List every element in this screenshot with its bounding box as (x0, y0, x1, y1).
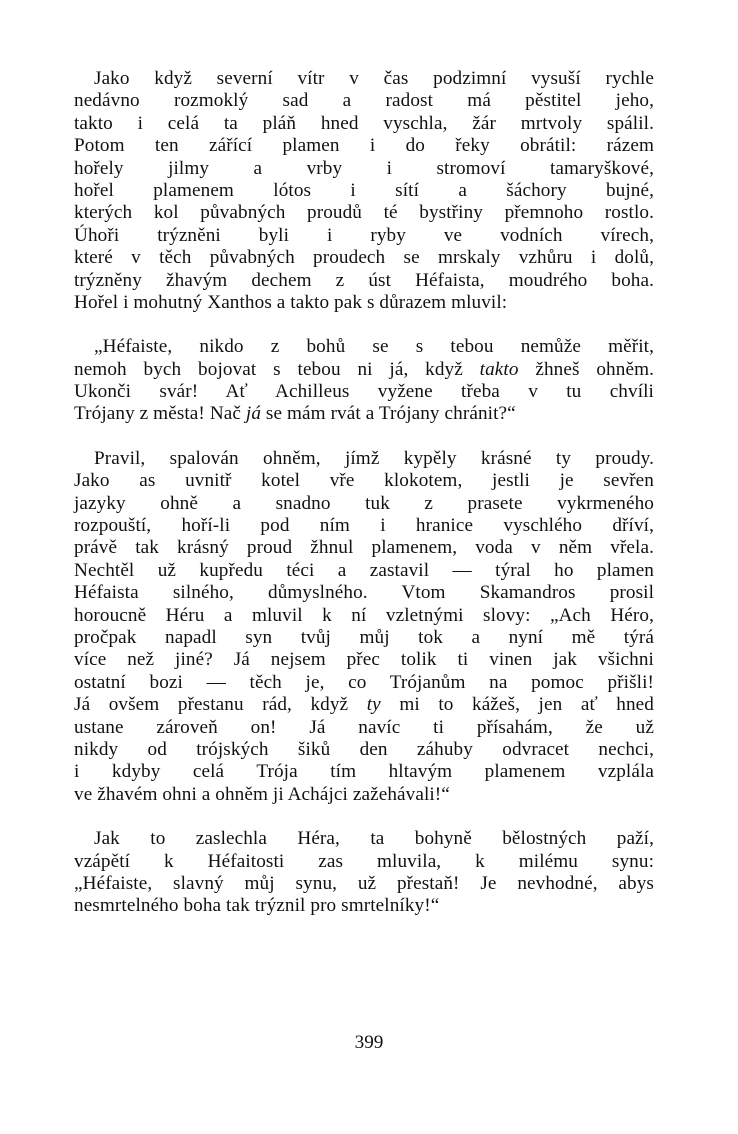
text-line: Potom ten zářící plamen i do řeky obrátil: rázem (74, 135, 654, 157)
text-line: horoucně Héru a mluvil k ní vzletnými slovy: „Ach Héro, (74, 604, 654, 626)
emphasis-word: takto (479, 358, 519, 380)
text-line: trýzněny žhavým dechem z úst Héfaista, moudrého boha. (74, 269, 654, 291)
text-segment: Já ovšem přestanu rád, když (74, 694, 367, 716)
text-line: ustane zároveň on! Já navíc ti přísahám, že už (74, 716, 654, 738)
text-line: nesmrtelného boha tak trýznil pro smrtelníky!“ (74, 895, 440, 917)
text-line: Úhoři trýzněni byli i ryby ve vodních vírech, (74, 224, 654, 246)
text-line: více než jiné? Já nejsem přec tolik ti vinen jak všichni (74, 649, 654, 671)
paragraph-4 (74, 828, 654, 918)
text-line: Pravil, spalován ohněm, jímž kypěly krásné ty proudy. (94, 447, 654, 469)
text-line: hořel plamenem lótos i sítí a šáchory bujné, (74, 179, 654, 201)
paragraph-3 (74, 448, 654, 806)
text-line (74, 403, 654, 425)
emphasis-word: ty (366, 694, 381, 716)
paragraph-1 (74, 68, 654, 314)
page-number: 399 (354, 1032, 384, 1053)
text-line: Ukonči svár! Ať Achilleus vyžene třeba v tu chvíli (74, 381, 654, 403)
paragraph-2 (74, 336, 654, 426)
text-line: nikdy od trójských šiků den záhuby odvracet nechci, (74, 738, 654, 760)
text-line: Nechtěl už kupředu téci a zastavil — týral ho plamen (74, 559, 654, 581)
text-line: pročpak napadl syn tvůj můj tok a nyní mě týrá (74, 626, 654, 648)
text-segment: se mám rvát a Trójany chránit?“ (261, 403, 516, 425)
text-line: nedávno rozmoklý sad a radost má pěstitel jeho, (74, 90, 654, 112)
text-segment: mi to kážeš, jen ať hned (380, 694, 654, 716)
text-line: vzápětí k Héfaitosti zas mluvila, k milému synu: (74, 850, 654, 872)
text-line: právě tak krásný proud žhnul plamenem, voda v něm vřela. (74, 537, 654, 559)
text-line: které v těch půvabných proudech se mrskaly vzhůru i dolů, (74, 247, 654, 269)
text-segment: žhneš ohněm. (518, 358, 654, 380)
emphasis-word: já (245, 403, 262, 425)
text-line: Hořel i mohutný Xanthos a takto pak s důrazem mluvil: (74, 291, 508, 313)
text-line: ve žhavém ohni a ohněm ji Acháјci zažehávali!“ (74, 783, 450, 805)
text-line: Jak to zaslechla Héra, ta bohyně bělostných paží, (94, 828, 654, 850)
text-line: Jako as uvnitř kotel vře klokotem, jestli je sevřen (74, 470, 654, 492)
text-line: i kdyby celá Trója tím hltavým plamenem vzplála (74, 761, 654, 783)
text-line: Jako když severní vítr v čas podzimní vysuší rychle (94, 68, 654, 89)
text-line: kterých kol půvabných proudů té bystřiny přemnoho rostlo. (74, 202, 654, 224)
text-page (74, 68, 654, 940)
text-line: jazyky ohně a snadno tuk z prasete vykrmeného (74, 492, 654, 514)
text-line: ostatní bozi — těch je, co Trójanům na pomoc přišli! (74, 671, 654, 693)
text-line: „Héfaiste, slavný můj synu, už přestaň! Je nevhodné, abys (74, 872, 654, 894)
text-line: Héfaista silného, důmyslného. Vtom Skamandros prosil (74, 582, 654, 604)
text-line: hořely jilmy a vrby i stromoví tamaryškové, (74, 157, 654, 179)
text-line: rozpouští, hoří-li pod ním i hranice vyschlého dříví, (74, 515, 654, 537)
text-line: takto i celá ta pláň hned vyschla, žár mrtvoly spálil. (74, 112, 654, 134)
text-line (74, 694, 654, 716)
text-segment: Trójany z města! Nač (74, 403, 246, 425)
text-line: „Héfaiste, nikdo z bohů se s tebou nemůže měřit, (94, 336, 654, 358)
text-segment: nemoh bych bojovat s tebou ni já, když (74, 358, 480, 380)
text-line (74, 359, 654, 381)
